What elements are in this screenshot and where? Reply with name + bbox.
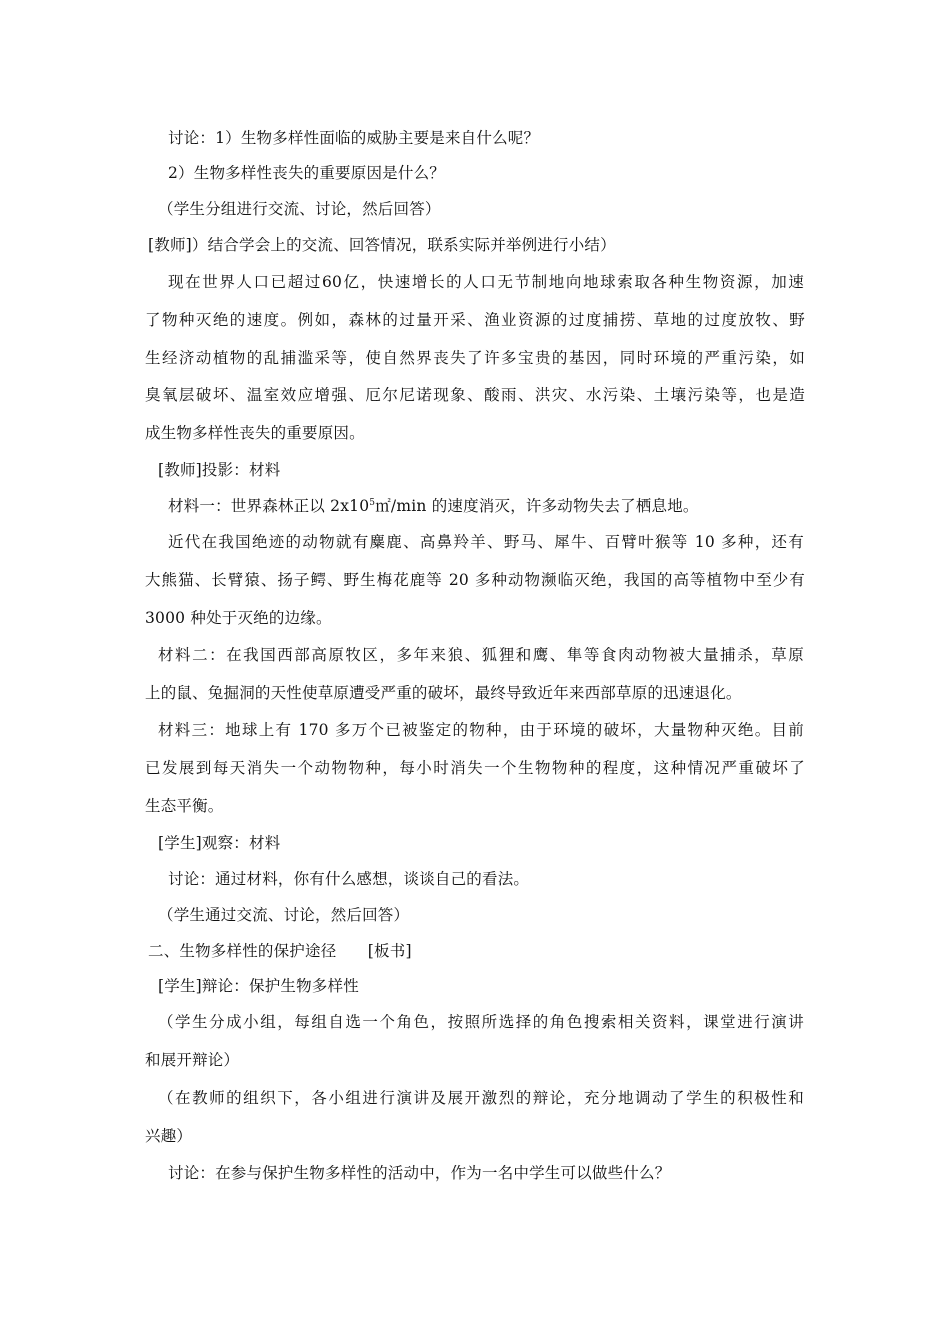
discussion-student-role: 讨论：在参与保护生物多样性的活动中，作为一名中学生可以做些什么？ — [168, 1164, 671, 1182]
summary-paragraph-line-3: 生经济动植物的乱捕滥采等，使自然界丧失了许多宝贵的基因，同时环境的严重污染，如 — [145, 349, 805, 367]
summary-paragraph-line-5: 成生物多样性丧失的重要原因。 — [145, 424, 365, 442]
material-one-line — [168, 495, 828, 517]
material-one-text-b: ㎡/min 的速度消灭，许多动物失去了栖息地。 — [375, 497, 699, 515]
teacher-projection-heading: [教师]投影：材料 — [158, 461, 281, 479]
teacher-summary-heading: [教师]）结合学会上的交流、回答情况，联系实际并举例进行小结） — [148, 236, 616, 254]
material-three-line-1: 材料三：地球上有 170 多万个已被鉴定的物种，由于环境的破坏，大量物种灭绝。目前 — [158, 721, 804, 739]
extinct-animals-line-3: 3000 种处于灭绝的边缘。 — [145, 609, 332, 627]
student-exchange-note: （学生通过交流、讨论，然后回答） — [158, 906, 410, 924]
debate-instruction-line-1: （学生分成小组，每组自选一个角色，按照所选择的角色搜索相关资料，课堂进行演讲 — [158, 1013, 804, 1031]
summary-paragraph-line-2: 了物种灭绝的速度。例如，森林的过量开采、渔业资源的过度捕捞、草地的过度放牧、野 — [145, 311, 805, 329]
debate-result-line-2: 兴趣） — [145, 1127, 193, 1145]
material-three-line-2: 已发展到每天消失一个动物物种，每小时消失一个生物物种的程度，这种情况严重破坏了 — [145, 759, 805, 777]
material-two-line-2: 上的鼠、兔掘洞的天性使草原遭受严重的破坏，最终导致近年来西部草原的迅速退化。 — [145, 684, 742, 702]
extinct-animals-line-2: 大熊猫、长臂猿、扬子鳄、野生梅花鹿等 20 多种动物濒临灭绝，我国的高等植物中至少有 — [145, 571, 805, 589]
discussion-feelings: 讨论：通过材料，你有什么感想，谈谈自己的看法。 — [168, 870, 530, 888]
student-observe-heading: [学生]观察：材料 — [158, 834, 281, 852]
discussion-question-1: 讨论：1）生物多样性面临的威胁主要是来自什么呢？ — [168, 129, 540, 147]
material-two-line-1: 材料二：在我国西部高原牧区，多年来狼、狐狸和鹰、隼等食肉动物被大量捕杀，草原 — [158, 646, 804, 664]
summary-paragraph-line-1: 现在世界人口已超过60亿，快速增长的人口无节制地向地球索取各种生物资源，加速 — [168, 273, 804, 291]
material-one-text-a: 材料一：世界森林正以 2x10 — [168, 497, 370, 515]
summary-paragraph-line-4: 臭氧层破坏、温室效应增强、厄尔尼诺现象、酸雨、洪灾、水污染、土壤污染等，也是造 — [145, 386, 805, 404]
material-three-line-3: 生态平衡。 — [145, 797, 224, 815]
extinct-animals-line-1: 近代在我国绝迹的动物就有麋鹿、高鼻羚羊、野马、犀牛、百臂叶猴等 10 多种，还有 — [168, 533, 804, 551]
student-debate-heading: [学生]辩论：保护生物多样性 — [158, 977, 359, 995]
student-group-note: （学生分组进行交流、讨论，然后回答） — [158, 200, 441, 218]
section-two-heading: 二、生物多样性的保护途径 [板书] — [148, 942, 412, 960]
debate-result-line-1: （在教师的组织下，各小组进行演讲及展开激烈的辩论，充分地调动了学生的积极性和 — [158, 1089, 804, 1107]
discussion-question-2: 2）生物多样性丧失的重要原因是什么？ — [168, 164, 445, 182]
material-one-exponent: 5 — [369, 497, 376, 508]
debate-instruction-line-2: 和展开辩论） — [145, 1051, 240, 1069]
